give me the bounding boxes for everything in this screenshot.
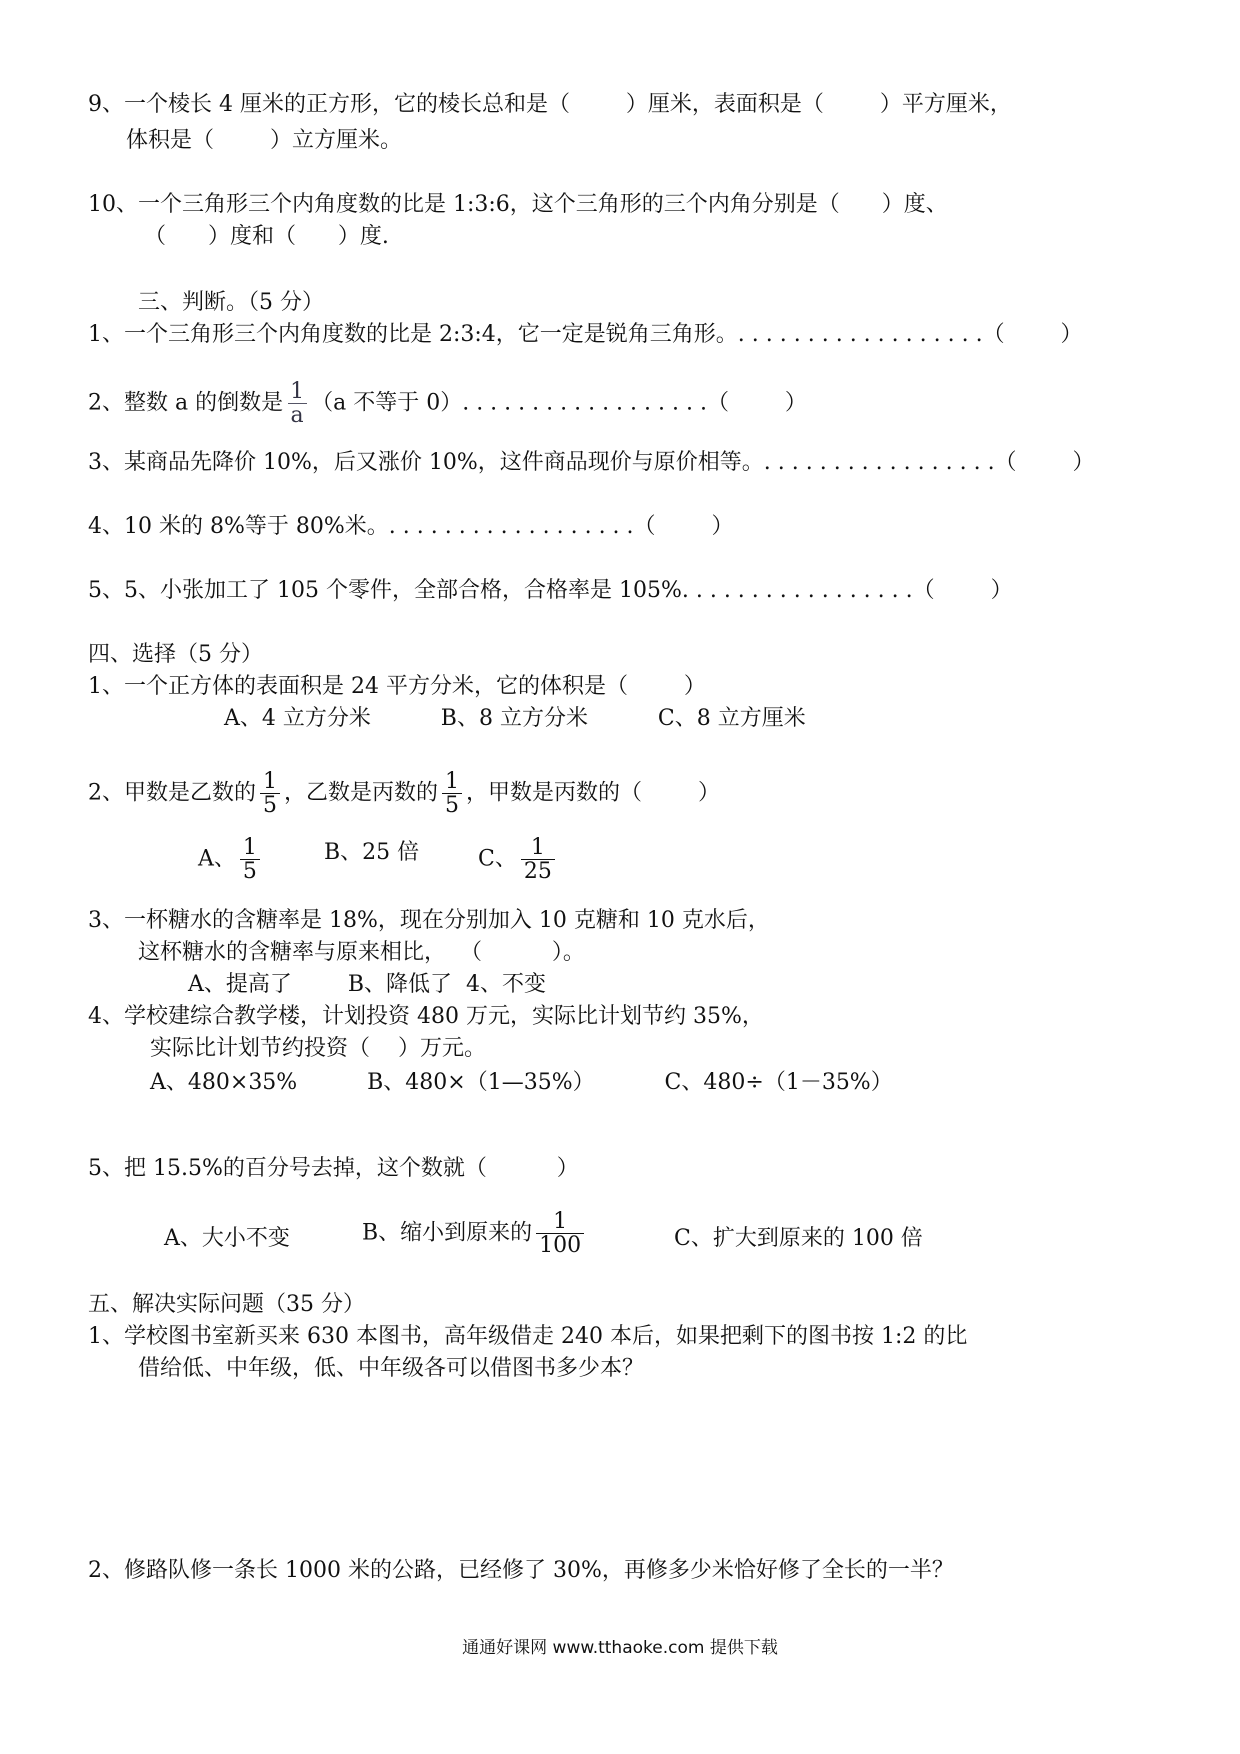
page-footer: 通通好课网 www.tthaoke.com 提供下载 <box>462 1638 778 1658</box>
choice-q2 <box>88 770 720 817</box>
solve-q1-line2: 借给低、中年级，低、中年级各可以借图书多少本？ <box>138 1356 645 1381</box>
choice-q1-options: A、4 立方分米 B、8 立方分米 C、8 立方厘米 <box>224 706 806 731</box>
fraction-denominator: 100 <box>536 1233 584 1257</box>
choice-q2-part2: ，乙数是丙数的 <box>284 780 439 806</box>
option-label: A、 <box>198 846 236 872</box>
fraction-numerator: 1 <box>445 769 460 794</box>
choice-q5-option-c: C、扩大到原来的 100 倍 <box>674 1226 923 1251</box>
judge-heading: 三、判断。（5 分） <box>138 290 324 315</box>
judge-q5: 5、5、小张加工了 105 个零件，全部合格，合格率是 105%. . . . . . . . . . . . . . . . .（ ） <box>88 578 1013 603</box>
judge-q2 <box>88 380 807 427</box>
fraction-denominator: 5 <box>240 859 260 883</box>
choice-q3-line2: 这杯糖水的含糖率与原来相比， （ ）。 <box>138 940 585 965</box>
choice-q2-part1: 2、甲数是乙数的 <box>88 780 256 806</box>
fill-q9-line2: 体积是（ ）立方厘米。 <box>126 128 402 153</box>
fraction-denominator: 5 <box>260 793 280 817</box>
choice-q3-options: A、提高了 B、降低了 4、不变 <box>188 972 546 997</box>
fraction-one-twentyfifth <box>521 836 555 883</box>
choice-q5-option-a: A、大小不变 <box>164 1226 290 1251</box>
judge-q4: 4、10 米的 8%等于 80%米。. . . . . . . . . . . . . . . . . .（ ） <box>88 514 734 539</box>
fraction-one-fifth <box>240 836 260 883</box>
choice-q2-option-a <box>198 836 264 883</box>
fraction-one-hundredth <box>536 1210 584 1257</box>
fill-q10-line1: 10、一个三角形三个内角度数的比是 1:3:6，这个三角形的三个内角分别是（ ）度、 <box>88 192 948 217</box>
fraction-one-fifth <box>260 770 280 817</box>
fraction-denominator: 25 <box>521 859 555 883</box>
choice-q3-line1: 3、一杯糖水的含糖率是 18%，现在分别加入 10 克糖和 10 克水后， <box>88 908 770 933</box>
judge-q1: 1、一个三角形三个内角度数的比是 2:3:4，它一定是锐角三角形。. . . . . . . . . . . . . . . . . .（ ） <box>88 322 1083 347</box>
solve-heading: 五、解决实际问题（35 分） <box>88 1292 365 1317</box>
choice-heading: 四、选择（5 分） <box>88 642 263 667</box>
fraction-numerator: 1 <box>242 835 257 860</box>
choice-q5: 5、把 15.5%的百分号去掉，这个数就（ ） <box>88 1156 579 1181</box>
reciprocal-fraction <box>287 380 307 427</box>
fraction-denominator: a <box>288 403 307 427</box>
solve-q1-line1: 1、学校图书室新买来 630 本图书，高年级借走 240 本后，如果把剩下的图书按 1:2 的比 <box>88 1324 968 1349</box>
fraction-numerator: 1 <box>290 379 305 404</box>
fraction-numerator: 1 <box>263 769 277 794</box>
choice-q4-line2: 实际比计划节约投资（ ）万元。 <box>150 1036 486 1061</box>
fill-q9-line1: 9、一个棱长 4 厘米的正方形，它的棱长总和是（ ）厘米，表面积是（ ）平方厘米， <box>88 92 1012 117</box>
choice-q4-line1: 4、学校建综合教学楼，计划投资 480 万元，实际比计划节约 35%， <box>88 1004 764 1029</box>
fill-q10-line2: （ ）度和（ ）度. <box>144 224 389 249</box>
judge-q2-prefix: 2、整数 a 的倒数是 <box>88 390 284 416</box>
option-label: B、缩小到原来的 <box>362 1220 533 1246</box>
choice-q4-options: A、480×35% B、480×（1—35%） C、480÷（1－35%） <box>150 1070 893 1095</box>
option-label: C、 <box>478 846 517 872</box>
solve-q2: 2、修路队修一条长 1000 米的公路，已经修了 30%，再修多少米恰好修了全长的一半？ <box>88 1558 954 1583</box>
fraction-denominator: 5 <box>442 793 462 817</box>
fraction-one-fifth <box>442 770 462 817</box>
choice-q2-option-c <box>478 836 559 883</box>
judge-q3: 3、某商品先降价 10%，后又涨价 10%，这件商品现价与原价相等。. . . . . . . . . . . . . . . . .（ ） <box>88 450 1095 475</box>
choice-q5-option-b <box>362 1210 588 1257</box>
choice-q1: 1、一个正方体的表面积是 24 平方分米，它的体积是（ ） <box>88 674 706 699</box>
fraction-numerator: 1 <box>553 1209 568 1234</box>
choice-q2-part3: ，甲数是丙数的（ ） <box>466 780 720 806</box>
judge-q2-suffix: （a 不等于 0）. . . . . . . . . . . . . . . . . .（ ） <box>311 390 807 416</box>
choice-q2-option-b: B、25 倍 <box>324 840 420 865</box>
fraction-numerator: 1 <box>530 835 545 860</box>
